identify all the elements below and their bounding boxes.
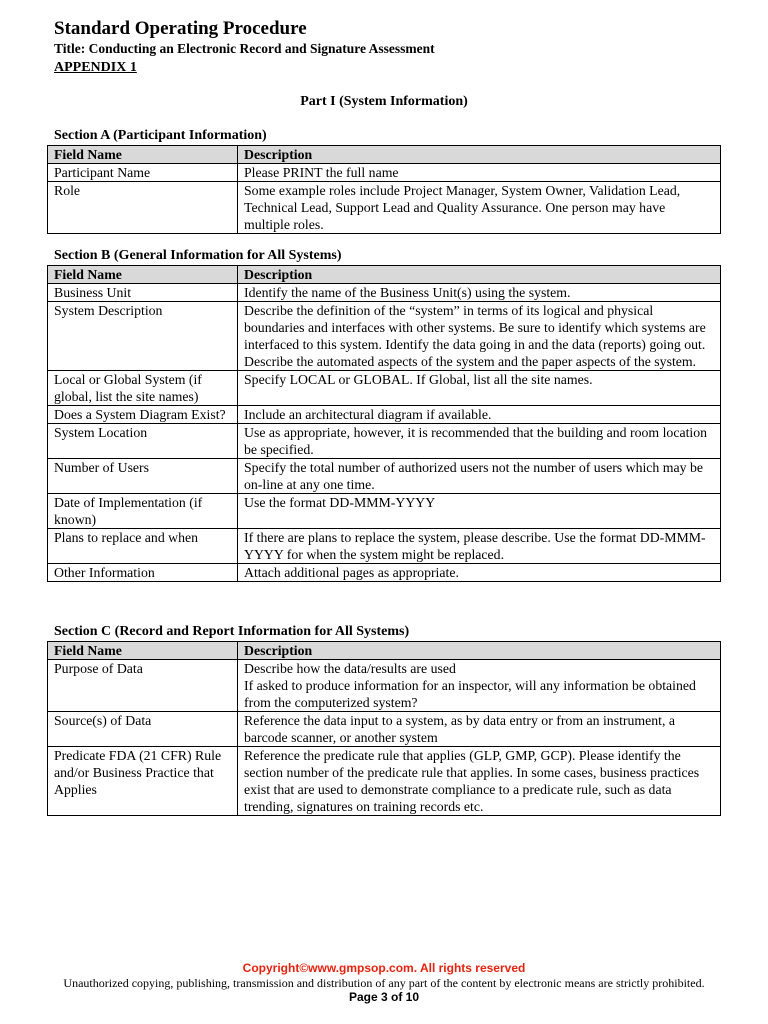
description-cell: Some example roles include Project Manager, System Owner, Validation Lead, Technical Lead, Support Lead and Quality Assurance. One person may have multiple roles. xyxy=(238,182,721,234)
table-row xyxy=(48,712,721,747)
field-name-cell: Participant Name xyxy=(48,164,238,182)
description-line: If asked to produce information for an inspector, will any information be obtained from the computerized system? xyxy=(244,678,696,710)
column-header: Field Name xyxy=(48,146,238,164)
table-row xyxy=(48,424,721,459)
description-cell: Specify the total number of authorized users not the number of users which may be on-line at any one time. xyxy=(238,459,721,494)
section-a-table xyxy=(47,145,721,234)
description-cell: Include an architectural diagram if available. xyxy=(238,406,721,424)
page-number: Page 3 of 10 xyxy=(348,990,420,1004)
table-header-row xyxy=(48,642,721,660)
table-row xyxy=(48,164,721,182)
field-name-cell: Local or Global System (if global, list the site names) xyxy=(48,371,238,406)
column-header: Description xyxy=(238,642,721,660)
table-row xyxy=(48,459,721,494)
section-c-title: Section C (Record and Report Information for All Systems) xyxy=(54,624,410,639)
distribution-notice xyxy=(54,976,714,1004)
description-cell: If there are plans to replace the system, please describe. Use the format DD-MMM-YYYY for when the system might be replaced. xyxy=(238,529,721,564)
part-heading: Part I (System Information) xyxy=(300,94,468,109)
appendix-label: APPENDIX 1 xyxy=(54,60,137,75)
description-cell: Reference the predicate rule that applies (GLP, GMP, GCP). Please identify the section number of the predicate rule that applies. In some cases, business practices exist that are used to demonstrate compliance to a predicate rule, such as data trending, signatures on training records etc. xyxy=(238,747,721,816)
description-cell: Use the format DD-MMM-YYYY xyxy=(238,494,721,529)
document-title: Standard Operating Procedure xyxy=(54,18,307,39)
table-header-row xyxy=(48,266,721,284)
column-header: Field Name xyxy=(48,266,238,284)
document-header xyxy=(54,18,734,57)
field-name-cell: Purpose of Data xyxy=(48,660,238,712)
field-name-cell: Source(s) of Data xyxy=(48,712,238,747)
description-cell: Please PRINT the full name xyxy=(238,164,721,182)
field-name-cell: Role xyxy=(48,182,238,234)
table-row xyxy=(48,564,721,582)
field-name-cell: Other Information xyxy=(48,564,238,582)
field-name-cell: Business Unit xyxy=(48,284,238,302)
description-cell: Use as appropriate, however, it is recommended that the building and room location be specified. xyxy=(238,424,721,459)
table-row xyxy=(48,406,721,424)
table-header-row xyxy=(48,146,721,164)
table-row xyxy=(48,182,721,234)
field-name-cell: Predicate FDA (21 CFR) Rule and/or Business Practice that Applies xyxy=(48,747,238,816)
column-header: Description xyxy=(238,146,721,164)
notice-text: Unauthorized copying, publishing, transmission and distribution of any part of the content by electronic means are strictly prohibited. xyxy=(63,976,705,990)
page-footer xyxy=(0,961,768,1004)
table-row xyxy=(48,529,721,564)
description-cell: Reference the data input to a system, as by data entry or from an instrument, a barcode scanner, or another system xyxy=(238,712,721,747)
section-b-title: Section B (General Information for All Systems) xyxy=(54,248,342,263)
document-subtitle: Title: Conducting an Electronic Record and Signature Assessment xyxy=(54,41,435,56)
section-a-title: Section A (Participant Information) xyxy=(54,128,267,143)
table-row xyxy=(48,494,721,529)
field-name-cell: Number of Users xyxy=(48,459,238,494)
table-row xyxy=(48,284,721,302)
description-cell xyxy=(238,660,721,712)
table-row xyxy=(48,371,721,406)
field-name-cell: System Description xyxy=(48,302,238,371)
table-row xyxy=(48,302,721,371)
field-name-cell: Does a System Diagram Exist? xyxy=(48,406,238,424)
description-line: Describe how the data/results are used xyxy=(244,661,456,676)
copyright-notice: Copyright©www.gmpsop.com. All rights reserved xyxy=(242,961,526,975)
field-name-cell: System Location xyxy=(48,424,238,459)
description-cell: Attach additional pages as appropriate. xyxy=(238,564,721,582)
description-cell: Identify the name of the Business Unit(s) using the system. xyxy=(238,284,721,302)
table-row xyxy=(48,660,721,712)
section-c-table xyxy=(47,641,721,816)
column-header: Field Name xyxy=(48,642,238,660)
column-header: Description xyxy=(238,266,721,284)
description-cell: Specify LOCAL or GLOBAL. If Global, list all the site names. xyxy=(238,371,721,406)
field-name-cell: Date of Implementation (if known) xyxy=(48,494,238,529)
section-b-table xyxy=(47,265,721,582)
description-cell: Describe the definition of the “system” in terms of its logical and physical boundaries and interfaces with other systems. Be sure to identify which systems are interfaced to this system. Identify the data going in and the data (reports) going out. Describe the automated aspects of the system and the paper aspects of the system. xyxy=(238,302,721,371)
field-name-cell: Plans to replace and when xyxy=(48,529,238,564)
table-row xyxy=(48,747,721,816)
